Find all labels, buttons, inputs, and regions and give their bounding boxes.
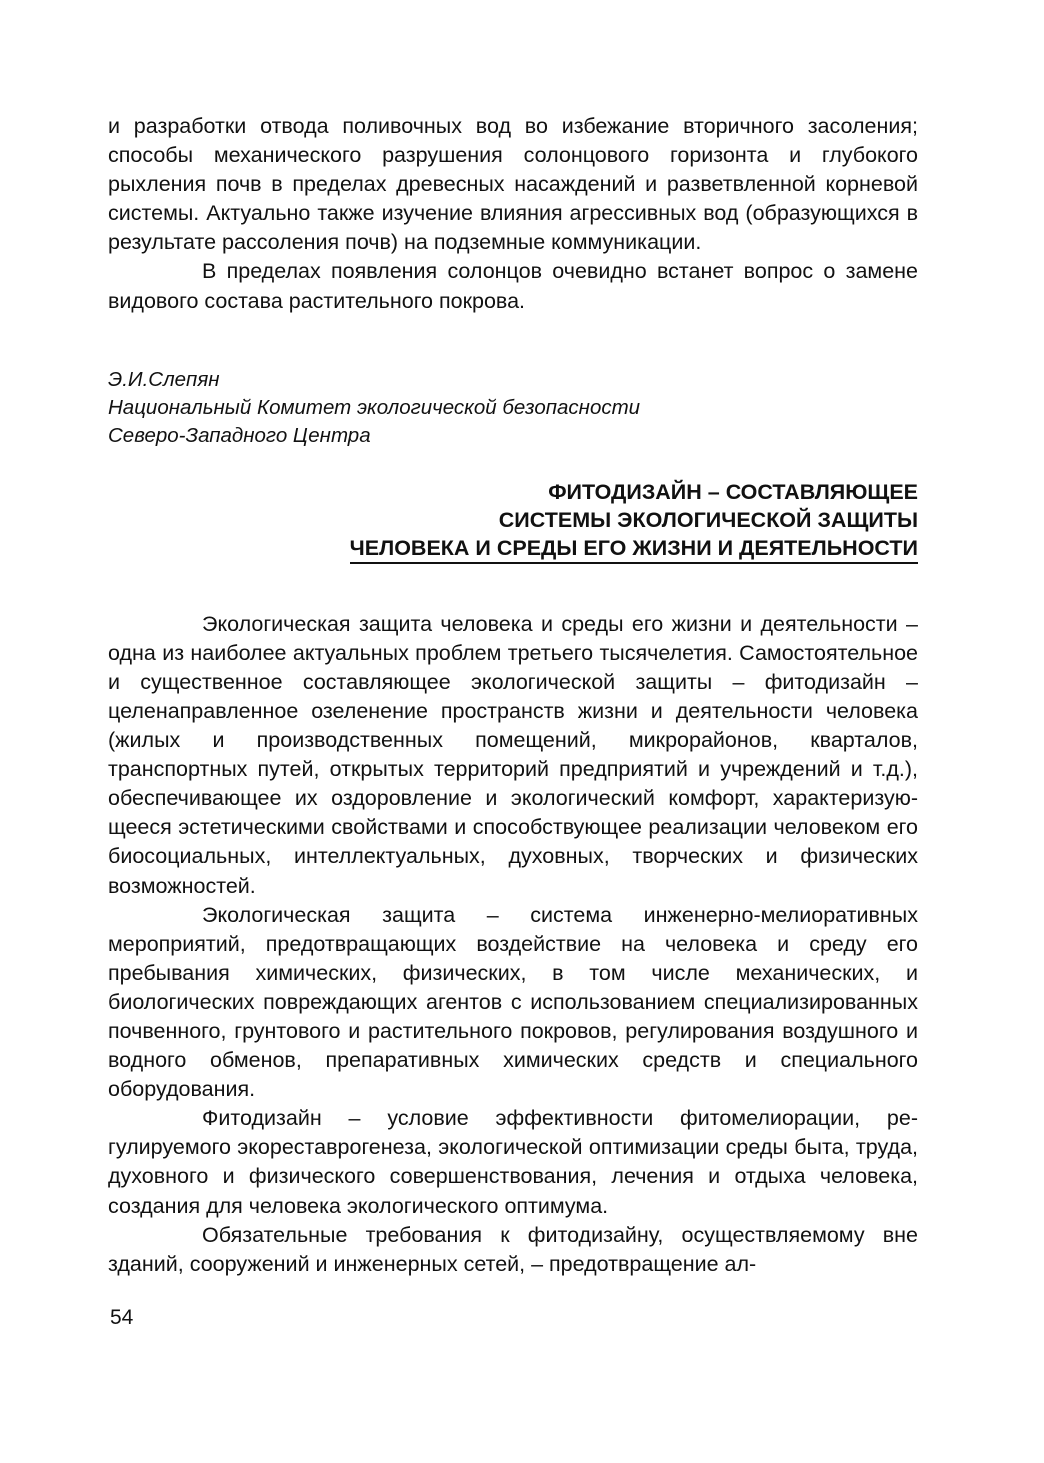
author-affiliation-line-1: Национальный Комитет экологической безопасности (108, 395, 641, 419)
intro-paragraph-1: и разработки отвода поливочных вод во избежание вторичного засоления; способы механического разрушения солонцового горизонта и глубокого рыхления почв в пределах древесных насаждений и разветвленной корневой системы. Актуально также изучение влияния агрессивных вод (образующихся в результате рассоления почв) на подземные коммуникации. (108, 114, 918, 255)
page-number: 54 (110, 1306, 134, 1329)
body-paragraph-3: Фитодизайн – условие эффективности фитомелиорации, регулируемого экореставрогенеза, экологической оптимизации среды быта, труда, духовного и физического совершенствования, лечения и отдыха человека, создания для человека экологического оптимума. (108, 1106, 918, 1218)
document-page (108, 112, 918, 1279)
title-line-1: ФИТОДИЗАЙН – СОСТАВЛЯЮЩЕЕ (548, 479, 918, 504)
author-block (108, 366, 918, 450)
author-affiliation-line-2: Северо-Западного Центра (108, 423, 371, 447)
body-paragraph-1: Экологическая защита человека и среды его жизни и деятельности – одна из наиболее актуальных проблем третьего тысячелетия. Самостоятельное и существенное составляющее экологической защиты – фитодизайн – целенаправленное озеленение пространств жизни и деятельности человека (жилых и производственных помещений, микрорайонов, кварталов, транспортных путей, открытых территорий предприятий и учреждений и т.д.), обеспечивающее их оздоровление и экологический комфорт, характеризующееся эстетическими свойствами и способствующее реализации человеком его биосоциальных, интеллектуальных, духовных, творческих и физических возможностей. (108, 611, 918, 898)
body-paragraph-2: Экологическая защита – система инженерно-мелиоративных мероприятий, предотвращающих воздействие на человека и среду его пребывания химических, физических, в том числе механических, и биологических повреждающих агентов с использованием специализированных почвенного, грунтового и растительного покровов, регулирования воздушного и водного обменов, препаративных химических средств и специального оборудования. (108, 902, 918, 1102)
article-body (108, 610, 918, 1279)
intro-paragraph-2: В пределах появления солонцов очевидно встанет вопрос о замене видового состава растительного покрова. (108, 259, 918, 313)
body-paragraph-4: Обязательные требования к фитодизайну, осуществляемому вне зданий, сооружений и инженерных сетей, – предотвращение ал- (108, 1222, 918, 1276)
title-line-2: СИСТЕМЫ ЭКОЛОГИЧЕСКОЙ ЗАЩИТЫ (498, 507, 918, 532)
article-title (108, 478, 918, 564)
title-line-3: ЧЕЛОВЕКА И СРЕДЫ ЕГО ЖИЗНИ И ДЕЯТЕЛЬНОСТИ (350, 536, 918, 564)
author-name: Э.И.Слепян (108, 367, 220, 391)
